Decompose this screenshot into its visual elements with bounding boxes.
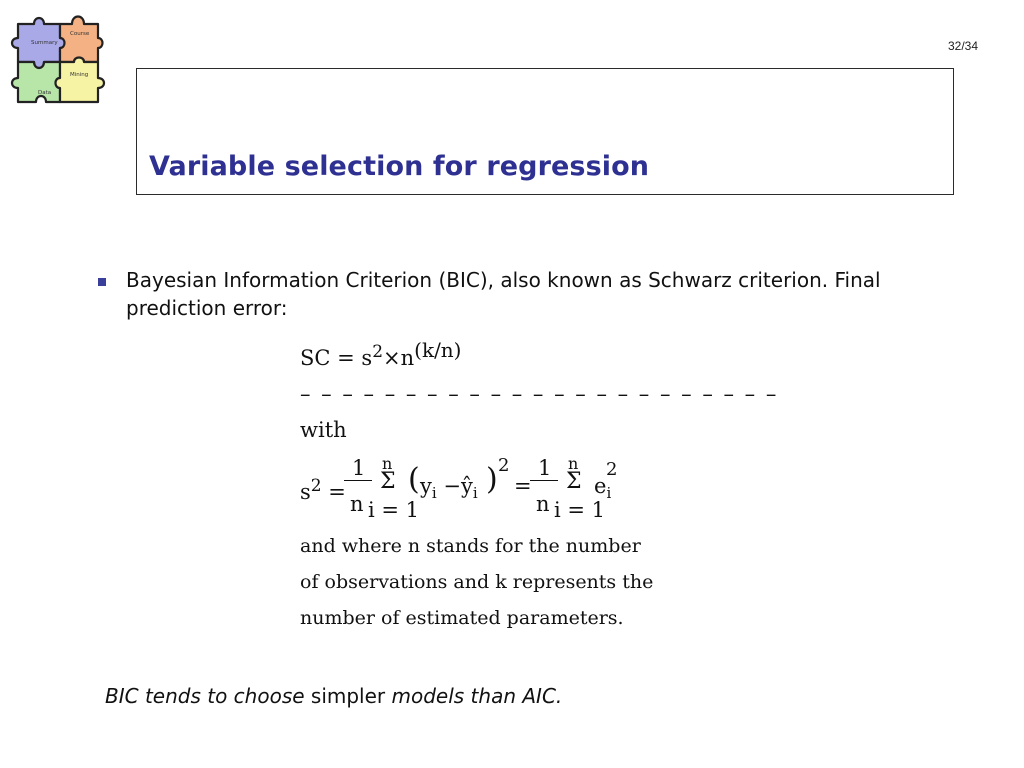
- puzzle-label-mining: Mining: [70, 72, 89, 78]
- bullet-item: [98, 266, 928, 322]
- bic-formula: [300, 330, 779, 630]
- fraction-bar: [530, 480, 558, 481]
- page-number: 32/34: [947, 39, 978, 53]
- title-box: [136, 68, 954, 195]
- with-label: with: [300, 418, 347, 442]
- slide-title: Variable selection for regression: [149, 151, 650, 182]
- puzzle-piece-course: [60, 17, 103, 63]
- sum-sign: Σ: [380, 469, 396, 494]
- puzzle-label-summary: Summary: [31, 40, 58, 46]
- puzzle-label-data: Data: [38, 90, 52, 96]
- bullet-square-icon: [98, 278, 106, 286]
- conclusion-text: BIC tends to choose simpler models than AIC.: [105, 684, 563, 708]
- note-line-3: number of estimated parameters.: [300, 607, 624, 629]
- variance-equation: $s^2$ = 1 n n Σ i = 1 ( $y_i$ $-ŷ_i$ ) 2 = 1 n n Σ i = 1 $e_i$ 2: [300, 454, 618, 522]
- fraction-bar: [344, 480, 372, 481]
- puzzle-logo: [8, 8, 116, 116]
- dash-separator: – – – – – – – – – – – – – – – – – – – – – – –: [300, 382, 779, 406]
- bullet-text: Bayesian Information Criterion (BIC), also known as Schwarz criterion. Final prediction error:: [126, 268, 881, 320]
- note-line-1: and where n stands for the number: [300, 535, 641, 557]
- puzzle-piece-data: [12, 62, 60, 102]
- puzzle-piece-mining: [56, 58, 105, 103]
- puzzle-label-course: Course: [70, 31, 90, 37]
- sc-equation: SC = $s^2\times n^{(k/n)}$: [300, 338, 462, 370]
- note-line-2: of observations and k represents the: [300, 571, 654, 593]
